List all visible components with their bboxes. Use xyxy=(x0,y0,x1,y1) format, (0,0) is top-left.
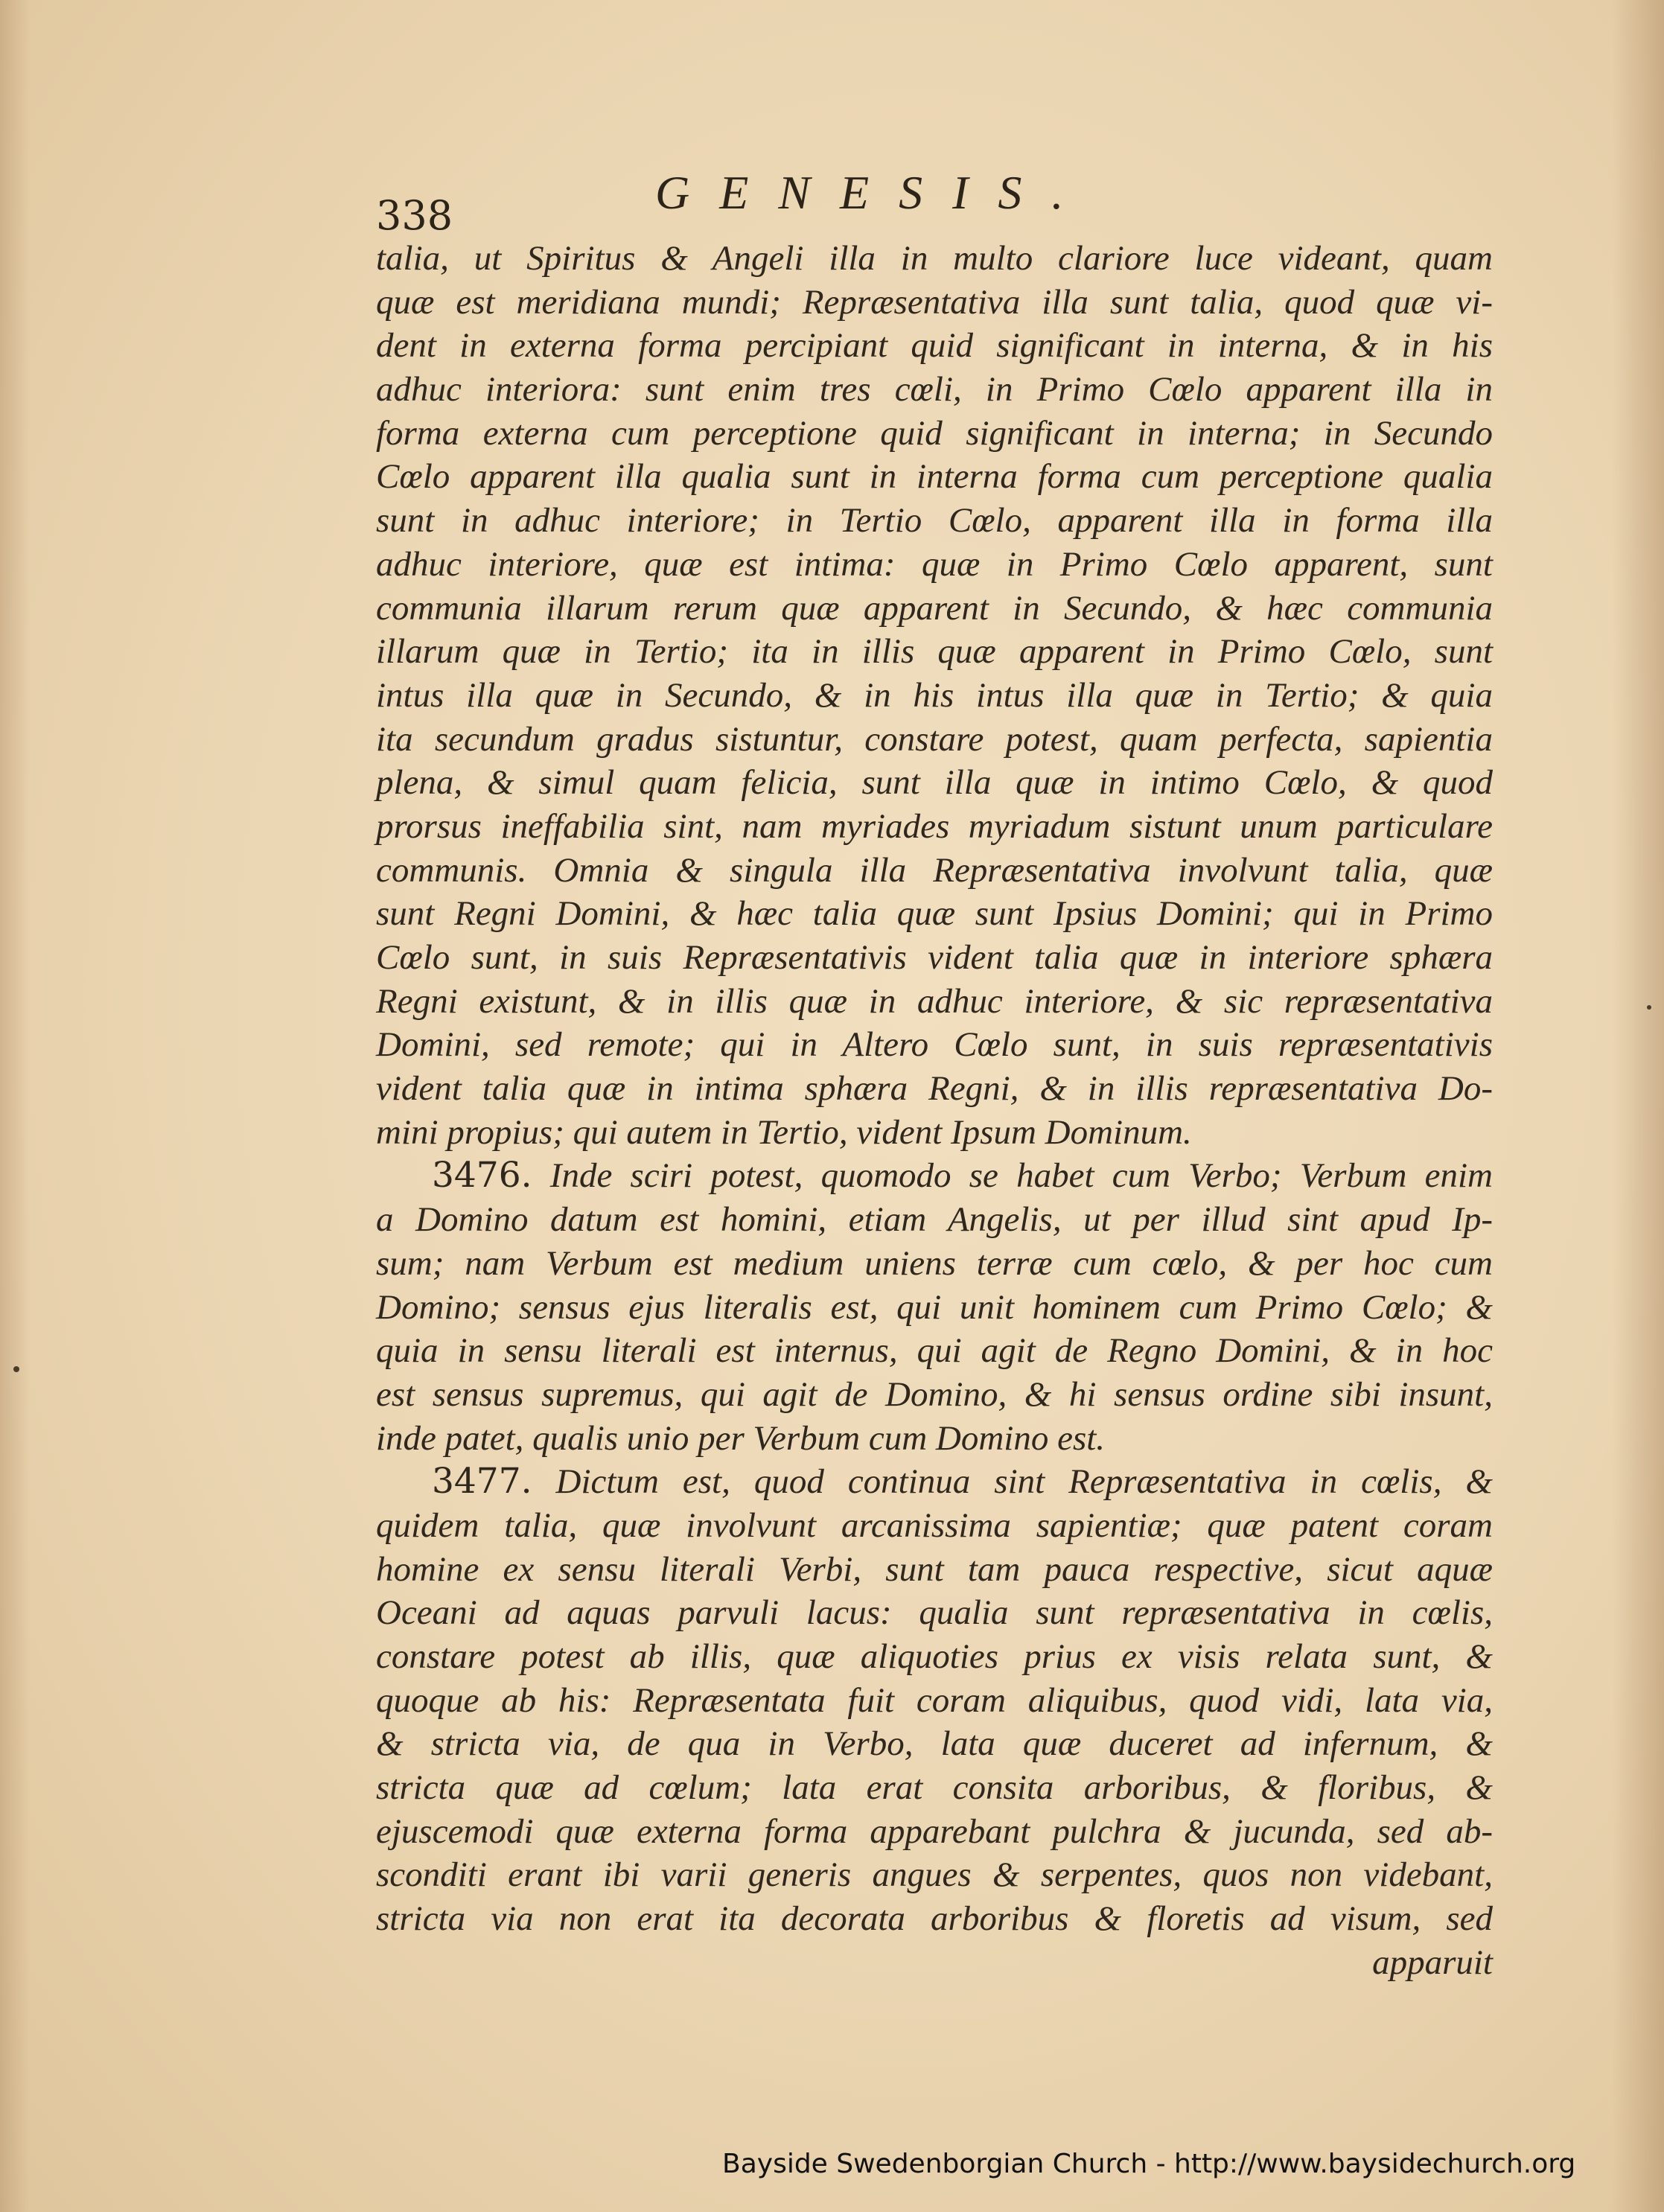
text-line: a Domino datum est homini, etiam Angelis, ut per illud sint apud Ip- xyxy=(376,1200,1493,1240)
text-line: adhuc interiore, quæ est intima: quæ in Primo Cœlo apparent, sunt xyxy=(376,544,1493,584)
text-line: constare potest ab illis, quæ aliquoties prius ex visis relata sunt, & xyxy=(376,1637,1493,1676)
paragraph-number: 3477. xyxy=(432,1461,532,1502)
paper-speck xyxy=(1647,1005,1651,1010)
running-title: GENESIS. xyxy=(655,166,1094,219)
paragraph-text: Dictum est, quod continua sint Repræsentativa in cœlis, & xyxy=(555,1462,1493,1502)
text-line: sconditi erant ibi varii generis angues & serpentes, quos non videbant, xyxy=(376,1855,1493,1895)
page-header xyxy=(376,165,1493,239)
catchword: apparuit xyxy=(1372,1942,1493,1982)
text-line: plena, & simul quam felicia, sunt illa quæ in intimo Cœlo, & quod xyxy=(376,763,1493,803)
text-line: ejuscemodi quæ externa forma apparebant pulchra & jucunda, sed ab- xyxy=(376,1811,1493,1851)
text-line: Domino; sensus ejus literalis est, qui unit hominem cum Primo Cœlo; & xyxy=(376,1287,1493,1327)
text-line: Regni existunt, & in illis quæ in adhuc interiore, & sic repræsentativa xyxy=(376,981,1493,1021)
text-line: sum; nam Verbum est medium uniens terræ cum cœlo, & per hoc cum xyxy=(376,1243,1493,1283)
page-left-shadow xyxy=(0,0,30,2212)
text-line: quidem talia, quæ involvunt arcanissima sapientiæ; quæ patent coram xyxy=(376,1505,1493,1545)
paragraph-3477-first-line xyxy=(376,1460,1493,1504)
text-line: ita secundum gradus sistuntur, constare potest, quam perfecta, sapientia xyxy=(376,719,1493,759)
page-gutter-shadow xyxy=(1612,0,1664,2212)
text-line: est sensus supremus, qui agit de Domino, & hi sensus ordine sibi insunt, xyxy=(376,1374,1493,1414)
text-line: forma externa cum perceptione quid significant in interna; in Secundo xyxy=(376,413,1493,453)
text-line: communia illarum rerum quæ apparent in Secundo, & hæc communia xyxy=(376,588,1493,628)
watermark-credit: Bayside Swedenborgian Church - http://www.baysidechurch.org xyxy=(722,2149,1576,2179)
text-line: quoque ab his: Repræsentata fuit coram aliquibus, quod vidi, lata via, xyxy=(376,1680,1493,1720)
text-line: Domini, sed remote; qui in Altero Cœlo sunt, in suis repræsentativis xyxy=(376,1025,1493,1065)
text-line: communis. Omnia & singula illa Repræsentativa involvunt talia, quæ xyxy=(376,850,1493,890)
text-line: Cœlo sunt, in suis Repræsentativis vident talia quæ in interiore sphæra xyxy=(376,938,1493,977)
text-line: sunt Regni Domini, & hæc talia quæ sunt Ipsius Domini; qui in Primo xyxy=(376,894,1493,934)
text-line: stricta via non erat ita decorata arboribus & floretis ad visum, sed xyxy=(376,1899,1493,1939)
paper-speck xyxy=(13,1366,19,1372)
text-line: homine ex sensu literali Verbi, sunt tam pauca respective, sicut aquæ xyxy=(376,1549,1493,1589)
text-line: talia, ut Spiritus & Angeli illa in multo clariore luce videant, quam xyxy=(376,239,1493,278)
text-line: prorsus ineffabilia sint, nam myriades myriadum sistunt unum particulare xyxy=(376,806,1493,846)
text-line: quæ est meridiana mundi; Repræsentativa illa sunt talia, quod quæ vi- xyxy=(376,282,1493,322)
text-line: illarum quæ in Tertio; ita in illis quæ apparent in Primo Cœlo, sunt xyxy=(376,632,1493,672)
text-line: & stricta via, de qua in Verbo, lata quæ duceret ad infernum, & xyxy=(376,1724,1493,1764)
text-line: intus illa quæ in Secundo, & in his intus illa quæ in Tertio; & quia xyxy=(376,675,1493,715)
paragraph-3476-first-line xyxy=(376,1154,1493,1198)
text-line: sunt in adhuc interiore; in Tertio Cœlo, apparent illa in forma illa xyxy=(376,501,1493,541)
text-line: adhuc interiora: sunt enim tres cœli, in Primo Cœlo apparent illa in xyxy=(376,370,1493,409)
text-line: dent in externa forma percipiant quid significant in interna, & in his xyxy=(376,326,1493,366)
page-number: 338 xyxy=(376,192,453,239)
text-line: inde patet, qualis unio per Verbum cum Domino est. xyxy=(376,1418,1106,1458)
paragraph-text: Inde sciri potest, quomodo se habet cum Verbo; Verbum enim xyxy=(549,1156,1493,1196)
text-line: vident talia quæ in intima sphæra Regni, & in illis repræsentativa Do- xyxy=(376,1069,1493,1109)
text-line: quia in sensu literali est internus, qui agit de Regno Domini, & in hoc xyxy=(376,1331,1493,1371)
paragraph-number: 3476. xyxy=(432,1155,532,1196)
body-text xyxy=(376,237,1493,1985)
text-line: Cœlo apparent illa qualia sunt in interna forma cum perceptione qualia xyxy=(376,457,1493,497)
text-line: Oceani ad aquas parvuli lacus: qualia sunt repræsentativa in cœlis, xyxy=(376,1593,1493,1633)
text-line: stricta quæ ad cœlum; lata erat consita arboribus, & floribus, & xyxy=(376,1768,1493,1808)
text-line: mini propius; qui autem in Tertio, vident Ipsum Dominum. xyxy=(376,1112,1192,1152)
